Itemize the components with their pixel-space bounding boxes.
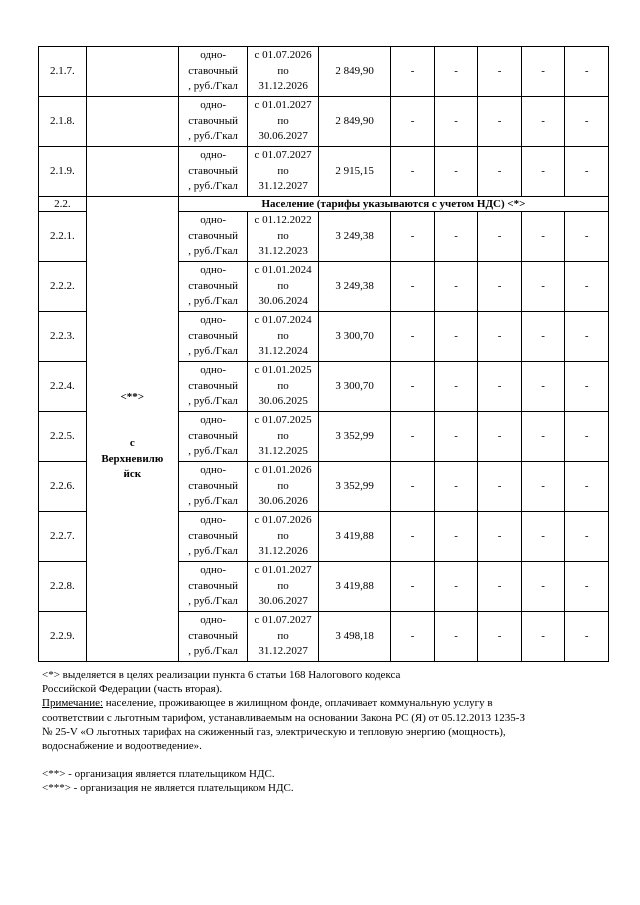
tariff-value	[318, 147, 391, 197]
dash: -	[584, 329, 589, 342]
period-from: с 01.07.2025	[254, 414, 312, 427]
empty-cell	[521, 147, 565, 197]
empty-cell	[521, 512, 565, 562]
dash: -	[584, 229, 589, 242]
empty-cell	[391, 212, 435, 262]
unit-line-1: одно-	[200, 364, 227, 377]
dash: -	[541, 164, 545, 177]
section-number	[39, 197, 87, 212]
dash: -	[497, 279, 502, 292]
period-sep: по	[277, 429, 289, 442]
dash: -	[454, 429, 458, 442]
table-row	[39, 47, 609, 97]
unit-line-1: одно-	[200, 464, 227, 477]
org-line-3: йск	[123, 468, 142, 481]
unit-line-2: ставочный	[188, 379, 238, 392]
empty-cell	[434, 97, 478, 147]
period-sep: по	[277, 479, 289, 492]
period-cell	[248, 147, 318, 197]
empty-cell	[521, 47, 565, 97]
row-number-text: 2.2.8.	[49, 579, 75, 592]
empty-cell	[478, 362, 522, 412]
period-to: 31.12.2027	[258, 180, 308, 193]
footnote-vat-payer: <**> - организация является плательщиком НДС.	[42, 768, 275, 781]
dash: -	[497, 229, 502, 242]
period-to: 31.12.2027	[258, 645, 308, 658]
dash: -	[497, 114, 502, 127]
unit-line-3: , руб./Гкал	[188, 245, 238, 258]
table-row	[39, 212, 609, 262]
empty-cell	[565, 212, 609, 262]
unit-line-3: , руб./Гкал	[188, 495, 238, 508]
period-from: с 01.07.2026	[254, 514, 312, 527]
dash: -	[497, 479, 502, 492]
period-sep: по	[277, 529, 289, 542]
row-number	[39, 212, 87, 262]
empty-cell	[565, 562, 609, 612]
dash: -	[410, 114, 415, 127]
empty-cell	[565, 47, 609, 97]
dash: -	[584, 579, 589, 592]
unit-line-3: , руб./Гкал	[188, 595, 238, 608]
tariff-value-text: 3 419,88	[335, 529, 374, 542]
org-mark: <**>	[120, 390, 145, 403]
tariff-value	[318, 462, 391, 512]
row-number	[39, 97, 87, 147]
unit-line-2: ставочный	[188, 279, 238, 292]
dash: -	[454, 229, 458, 242]
unit-cell	[178, 262, 247, 312]
dash: -	[541, 479, 545, 492]
row-number-text: 2.1.8.	[49, 114, 75, 127]
period-sep: по	[277, 579, 289, 592]
period-sep: по	[277, 64, 289, 77]
section-title-text: Население (тарифы указываются с учетом НДС) <*>	[261, 197, 526, 210]
period-to: 30.06.2027	[258, 595, 308, 608]
tariff-value-text: 3 300,70	[335, 329, 374, 342]
remark	[42, 696, 602, 710]
tariff-value-text: 3 419,88	[335, 579, 374, 592]
dash: -	[584, 279, 589, 292]
unit-line-1: одно-	[200, 149, 227, 162]
tariff-value	[318, 412, 391, 462]
empty-cell	[391, 97, 435, 147]
empty-cell	[478, 412, 522, 462]
period-from: с 01.01.2025	[254, 364, 312, 377]
org-line-1: с	[129, 437, 135, 450]
empty-cell	[391, 147, 435, 197]
tariff-value	[318, 312, 391, 362]
dash: -	[454, 479, 458, 492]
dash: -	[410, 64, 415, 77]
section-row	[39, 197, 609, 212]
empty-cell	[521, 97, 565, 147]
period-to: 30.06.2024	[258, 295, 308, 308]
row-number	[39, 47, 87, 97]
dash: -	[497, 164, 502, 177]
unit-line-1: одно-	[200, 314, 227, 327]
period-from: с 01.07.2026	[254, 49, 312, 62]
unit-cell	[178, 512, 247, 562]
empty-cell	[478, 612, 522, 662]
empty-cell	[434, 412, 478, 462]
remark-line-3: № 25-V «О льготных тарифах на сжиженный газ, электрическую и тепловую энергию (мощность),	[42, 725, 506, 738]
unit-cell	[178, 462, 247, 512]
dash: -	[497, 529, 502, 542]
period-from: с 01.12.2022	[254, 214, 312, 227]
dash: -	[410, 164, 415, 177]
section-number-text: 2.2.	[54, 197, 71, 210]
period-cell	[248, 47, 318, 97]
dash: -	[454, 64, 458, 77]
unit-line-2: ставочный	[188, 629, 238, 642]
table-row	[39, 147, 609, 197]
dash: -	[497, 579, 502, 592]
empty-cell	[521, 562, 565, 612]
dash: -	[454, 164, 458, 177]
dash: -	[454, 579, 458, 592]
period-cell	[248, 212, 318, 262]
empty-cell	[478, 47, 522, 97]
dash: -	[541, 229, 545, 242]
empty-cell	[565, 362, 609, 412]
unit-line-3: , руб./Гкал	[188, 180, 238, 193]
period-sep: по	[277, 164, 289, 177]
tariff-value-text: 2 849,90	[335, 64, 374, 77]
tariff-value	[318, 97, 391, 147]
unit-line-1: одно-	[200, 564, 227, 577]
empty-cell	[434, 462, 478, 512]
row-number	[39, 262, 87, 312]
period-to: 31.12.2025	[258, 445, 308, 458]
unit-line-2: ставочный	[188, 64, 238, 77]
empty-cell	[521, 412, 565, 462]
dash: -	[497, 629, 502, 642]
dash: -	[410, 429, 415, 442]
empty-cell	[391, 512, 435, 562]
period-cell	[248, 262, 318, 312]
tariff-value-text: 3 352,99	[335, 429, 374, 442]
row-number	[39, 412, 87, 462]
row-number-text: 2.1.9.	[49, 164, 75, 177]
dash: -	[497, 329, 502, 342]
empty-cell	[565, 262, 609, 312]
dash: -	[454, 114, 458, 127]
dash: -	[410, 529, 415, 542]
period-cell	[248, 312, 318, 362]
period-cell	[248, 562, 318, 612]
row-number-text: 2.2.5.	[49, 429, 75, 442]
unit-line-1: одно-	[200, 514, 227, 527]
period-from: с 01.07.2027	[254, 149, 312, 162]
dash: -	[541, 579, 545, 592]
empty-cell	[391, 562, 435, 612]
unit-cell	[178, 47, 247, 97]
empty-cell	[478, 147, 522, 197]
row-number-text: 2.2.6.	[49, 479, 75, 492]
period-cell	[248, 97, 318, 147]
empty-cell	[521, 312, 565, 362]
dash: -	[454, 529, 458, 542]
unit-line-2: ставочный	[188, 229, 238, 242]
row-number-text: 2.1.7.	[49, 64, 75, 77]
dash: -	[497, 429, 502, 442]
empty-cell	[391, 312, 435, 362]
dash: -	[410, 579, 415, 592]
empty-cell	[391, 412, 435, 462]
period-sep: по	[277, 379, 289, 392]
tariff-value	[318, 562, 391, 612]
unit-line-2: ставочный	[188, 579, 238, 592]
dash: -	[584, 164, 589, 177]
dash: -	[454, 329, 458, 342]
empty-cell	[521, 262, 565, 312]
dash: -	[454, 379, 458, 392]
tariff-value-text: 2 915,15	[335, 164, 374, 177]
period-from: с 01.07.2024	[254, 314, 312, 327]
empty-cell	[434, 512, 478, 562]
unit-line-3: , руб./Гкал	[188, 395, 238, 408]
tariff-value	[318, 262, 391, 312]
tariff-value	[318, 612, 391, 662]
period-sep: по	[277, 629, 289, 642]
remark-line-4: водоснабжение и водоотведение».	[42, 740, 202, 753]
row-number	[39, 562, 87, 612]
row-number-text: 2.2.7.	[49, 529, 75, 542]
dash: -	[584, 114, 589, 127]
dash: -	[584, 429, 589, 442]
row-number-text: 2.2.1.	[49, 229, 75, 242]
dash: -	[541, 629, 545, 642]
dash: -	[410, 629, 415, 642]
period-from: с 01.01.2027	[254, 99, 312, 112]
unit-line-3: , руб./Гкал	[188, 345, 238, 358]
tariff-value	[318, 362, 391, 412]
row-number	[39, 612, 87, 662]
empty-cell	[434, 612, 478, 662]
empty-cell	[478, 97, 522, 147]
dash: -	[541, 429, 545, 442]
footnote-star-cont: Российской Федерации (часть вторая).	[42, 683, 223, 696]
tariff-value	[318, 47, 391, 97]
org-cell-empty	[86, 47, 178, 97]
row-number	[39, 462, 87, 512]
period-sep: по	[277, 329, 289, 342]
period-to: 31.12.2023	[258, 245, 308, 258]
tariff-value-text: 3 249,38	[335, 279, 374, 292]
empty-cell	[478, 512, 522, 562]
dash: -	[410, 479, 415, 492]
org-cell-empty	[86, 147, 178, 197]
dash: -	[541, 114, 545, 127]
tariff-value-text: 3 352,99	[335, 479, 374, 492]
unit-cell	[178, 562, 247, 612]
empty-cell	[521, 362, 565, 412]
period-cell	[248, 362, 318, 412]
period-to: 31.12.2026	[258, 545, 308, 558]
empty-cell	[434, 147, 478, 197]
row-number	[39, 512, 87, 562]
empty-cell	[434, 562, 478, 612]
tariff-value-text: 2 849,90	[335, 114, 374, 127]
empty-cell	[565, 312, 609, 362]
dash: -	[541, 329, 545, 342]
period-cell	[248, 512, 318, 562]
period-to: 31.12.2024	[258, 345, 308, 358]
empty-cell	[434, 47, 478, 97]
unit-cell	[178, 147, 247, 197]
unit-line-3: , руб./Гкал	[188, 80, 238, 93]
empty-cell	[565, 412, 609, 462]
empty-cell	[521, 612, 565, 662]
dash: -	[541, 64, 545, 77]
period-to: 30.06.2027	[258, 130, 308, 143]
empty-cell	[391, 262, 435, 312]
unit-cell	[178, 412, 247, 462]
section-title	[178, 197, 608, 212]
empty-cell	[391, 612, 435, 662]
dash: -	[454, 279, 458, 292]
unit-line-3: , руб./Гкал	[188, 545, 238, 558]
unit-line-2: ставочный	[188, 164, 238, 177]
empty-cell	[478, 562, 522, 612]
empty-cell	[478, 262, 522, 312]
unit-line-1: одно-	[200, 614, 227, 627]
period-sep: по	[277, 279, 289, 292]
period-to: 31.12.2026	[258, 80, 308, 93]
unit-line-3: , руб./Гкал	[188, 445, 238, 458]
empty-cell	[478, 212, 522, 262]
unit-line-2: ставочный	[188, 429, 238, 442]
period-cell	[248, 462, 318, 512]
empty-cell	[565, 612, 609, 662]
empty-cell	[478, 312, 522, 362]
period-cell	[248, 612, 318, 662]
org-line-2: Верхневилю	[101, 452, 164, 465]
tariff-table	[38, 46, 609, 662]
org-cell-top	[86, 197, 178, 212]
dash: -	[454, 629, 458, 642]
period-sep: по	[277, 229, 289, 242]
org-cell-empty	[86, 97, 178, 147]
unit-line-2: ставочный	[188, 329, 238, 342]
tariff-value	[318, 512, 391, 562]
unit-cell	[178, 362, 247, 412]
unit-line-3: , руб./Гкал	[188, 295, 238, 308]
dash: -	[584, 529, 589, 542]
empty-cell	[434, 362, 478, 412]
row-number-text: 2.2.2.	[49, 279, 75, 292]
empty-cell	[565, 147, 609, 197]
dash: -	[541, 279, 545, 292]
dash: -	[584, 379, 589, 392]
empty-cell	[565, 97, 609, 147]
unit-line-1: одно-	[200, 264, 227, 277]
empty-cell	[565, 512, 609, 562]
period-to: 30.06.2025	[258, 395, 308, 408]
table-row	[39, 97, 609, 147]
dash: -	[584, 629, 589, 642]
period-from: с 01.07.2027	[254, 614, 312, 627]
footnotes	[42, 668, 602, 796]
empty-cell	[434, 262, 478, 312]
unit-cell	[178, 212, 247, 262]
dash: -	[410, 279, 415, 292]
empty-cell	[565, 462, 609, 512]
row-number-text: 2.2.9.	[49, 629, 75, 642]
dash: -	[410, 329, 415, 342]
remark-label: Примечание:	[42, 697, 104, 710]
dash: -	[584, 479, 589, 492]
unit-cell	[178, 612, 247, 662]
remark-line-2: соответствии с льготным тарифом, устанавливаемым на основании Закона РС (Я) от 05.12.2013 1235-З	[42, 711, 525, 724]
period-from: с 01.01.2026	[254, 464, 312, 477]
empty-cell	[391, 362, 435, 412]
dash: -	[541, 529, 545, 542]
dash: -	[497, 379, 502, 392]
period-to: 30.06.2026	[258, 495, 308, 508]
period-cell	[248, 412, 318, 462]
unit-cell	[178, 97, 247, 147]
tariff-value-text: 3 249,38	[335, 229, 374, 242]
org-cell	[86, 212, 178, 662]
row-number	[39, 312, 87, 362]
unit-line-3: , руб./Гкал	[188, 130, 238, 143]
remark-text: население, проживающее в жилищном фонде, оплачивает коммунальную услугу в	[103, 697, 493, 710]
dash: -	[410, 379, 415, 392]
tariff-value-text: 3 300,70	[335, 379, 374, 392]
empty-cell	[478, 462, 522, 512]
tariff-value	[318, 212, 391, 262]
unit-line-3: , руб./Гкал	[188, 645, 238, 658]
unit-line-1: одно-	[200, 99, 227, 112]
unit-line-1: одно-	[200, 49, 227, 62]
footnote-vat-nonpayer: <***> - организация не является плательщиком НДС.	[42, 782, 294, 795]
tariff-value-text: 3 498,18	[335, 629, 374, 642]
period-from: с 01.01.2024	[254, 264, 312, 277]
unit-line-1: одно-	[200, 214, 227, 227]
row-number-text: 2.2.4.	[49, 379, 75, 392]
empty-cell	[391, 462, 435, 512]
period-sep: по	[277, 114, 289, 127]
empty-cell	[391, 47, 435, 97]
unit-line-2: ставочный	[188, 479, 238, 492]
row-number-text: 2.2.3.	[49, 329, 75, 342]
unit-line-2: ставочный	[188, 114, 238, 127]
empty-cell	[521, 212, 565, 262]
empty-cell	[434, 212, 478, 262]
dash: -	[541, 379, 545, 392]
empty-cell	[521, 462, 565, 512]
row-number	[39, 362, 87, 412]
period-from: с 01.01.2027	[254, 564, 312, 577]
row-number	[39, 147, 87, 197]
dash: -	[410, 229, 415, 242]
unit-line-1: одно-	[200, 414, 227, 427]
footnote-star: <*> выделяется в целях реализации пункта 6 статьи 168 Налогового кодекса	[42, 669, 401, 681]
empty-cell	[434, 312, 478, 362]
unit-cell	[178, 312, 247, 362]
unit-line-2: ставочный	[188, 529, 238, 542]
dash: -	[584, 64, 589, 77]
dash: -	[497, 64, 502, 77]
